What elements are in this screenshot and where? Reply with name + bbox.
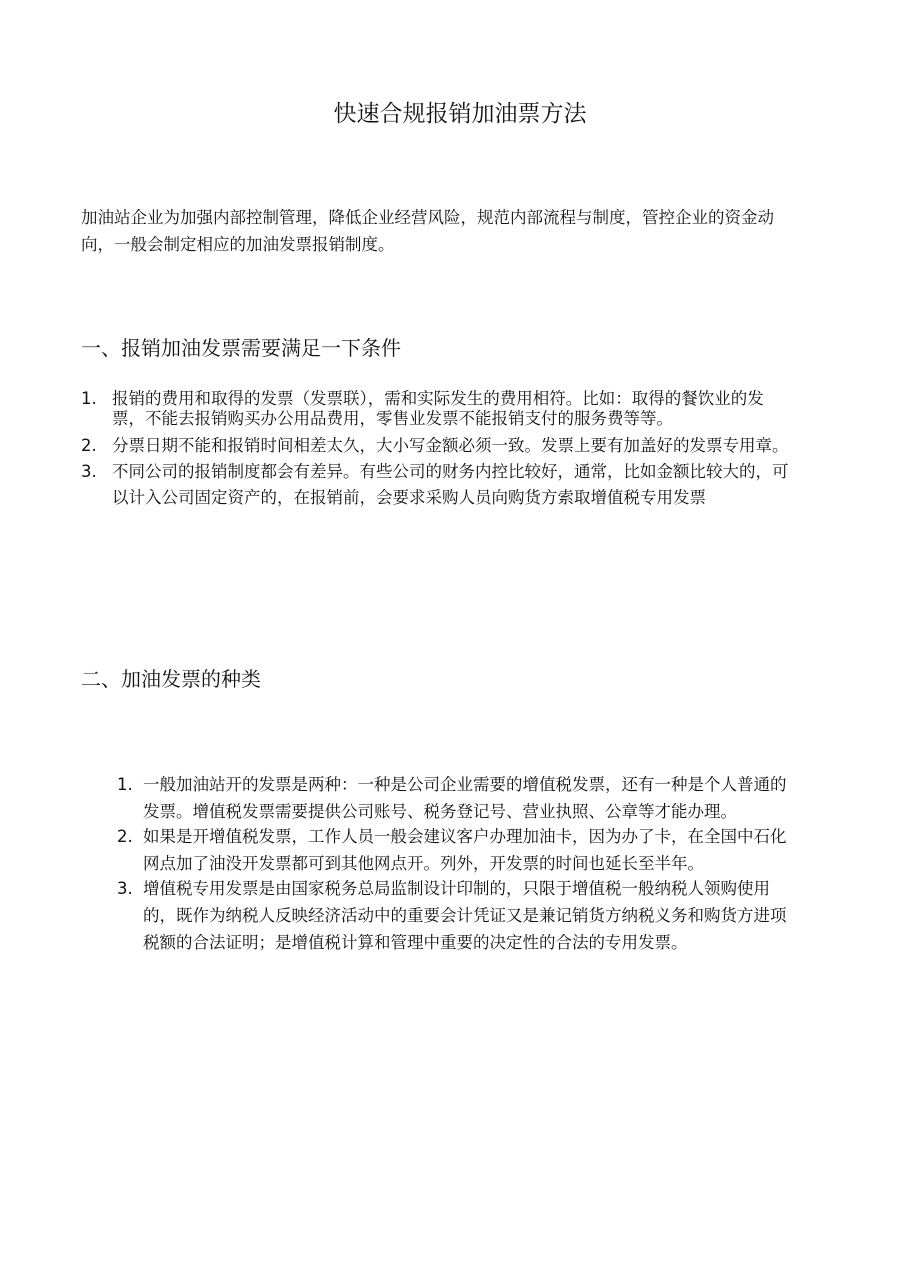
list-item-number: 2.: [81, 436, 97, 455]
list-item-text: 一般加油站开的发票是两种：一种是公司企业需要的增值税发票，还有一种是个人普通的发票。增值税发票需要提供公司账号、税务登记号、营业执照、公章等才能办理。: [143, 775, 787, 821]
list-item: [81, 389, 791, 429]
intro-paragraph: 加油站企业为加强内部控制管理，降低企业经营风险，规范内部流程与制度，管控企业的资金动向，一般会制定相应的加油发票报销制度。: [81, 208, 774, 254]
page-title: 快速合规报销加油票方法: [333, 101, 587, 127]
list-item-text: 增值税专用发票是由国家税务总局监制设计印制的，只限于增值税一般纳税人领购使用的，既作为纳税人反映经济活动中的重要会计凭证又是兼记销货方纳税义务和购货方进项税额的合法证明；是增值税计算和管理中重要的决定性的合法的专用发票。: [143, 879, 787, 952]
list-item: [81, 459, 791, 511]
list-item-number: 3.: [81, 462, 97, 481]
list-item-number: 1.: [81, 389, 97, 408]
section2-heading: 二、加油发票的种类: [81, 667, 261, 691]
list-item: [117, 823, 793, 877]
section2-list: [117, 771, 793, 956]
list-item-text: 不同公司的报销制度都会有差异。有些公司的财务内控比较好，通常，比如金额比较大的，可以计入公司固定资产的，在报销前，会要求采购人员向购货方索取增值税专用发票: [112, 462, 789, 507]
section1-heading: 一、报销加油发票需要满足一下条件: [81, 336, 401, 360]
list-item-text: 报销的费用和取得的发票（发票联），需和实际发生的费用相符。比如：取得的餐饮业的发票，不能去报销购买办公用品费用，零售业发票不能报销支付的服务费等等。: [112, 389, 764, 428]
section1-list: [81, 389, 791, 511]
list-item-text: 分票日期不能和报销时间相差太久，大小写金额必须一致。发票上要有加盖好的发票专用章。: [112, 436, 789, 455]
list-item: [117, 771, 793, 825]
list-item-text: 如果是开增值税发票，工作人员一般会建议客户办理加油卡，因为办了卡，在全国中石化网点加了油没开发票都可到其他网点开。列外，开发票的时间也延长至半年。: [143, 827, 787, 873]
list-item: [117, 875, 793, 956]
list-item-number: 3.: [117, 879, 133, 898]
list-item-number: 2.: [117, 827, 133, 846]
list-item: [81, 436, 791, 456]
list-item-number: 1.: [117, 775, 133, 794]
